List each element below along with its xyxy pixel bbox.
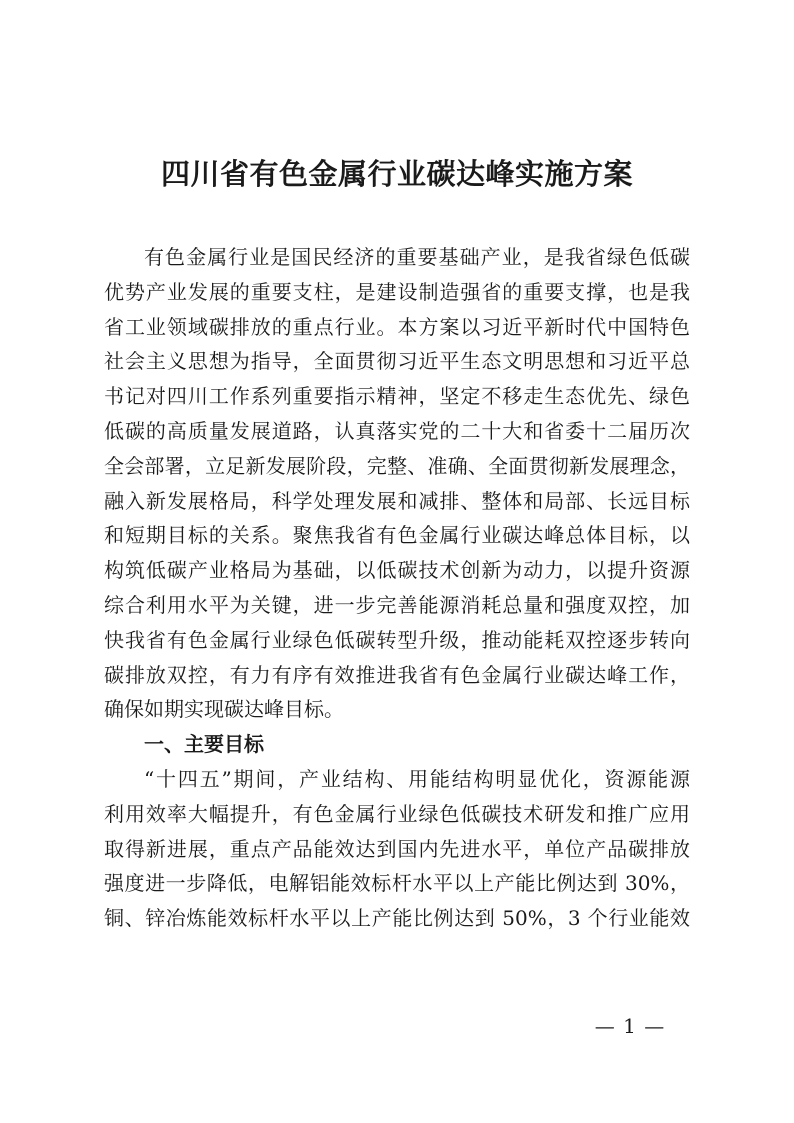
document-body: [104, 240, 690, 936]
paragraph-line: 社会主义思想为指导，全面贯彻习近平生态文明思想和习近平总: [104, 349, 690, 374]
document-title: 四川省有色金属行业碳达峰实施方案: [160, 157, 633, 191]
paragraph-line: 快我省有色金属行业绿色低碳转型升级，推动能耗双控逐步转向: [104, 627, 690, 652]
paragraph-line: 铜、锌冶炼能效标杆水平以上产能比例达到 50%，3 个行业能效: [104, 906, 690, 931]
paragraph-line: 书记对四川工作系列重要指示精神，坚定不移走生态优先、绿色: [104, 384, 690, 409]
paragraph-line: “十四五”期间，产业结构、用能结构明显优化，资源能源: [144, 766, 690, 791]
paragraph-line: 全会部署，立足新发展阶段，完整、准确、全面贯彻新发展理念，: [104, 453, 690, 478]
paragraph-line: 确保如期实现碳达峰目标。: [104, 697, 344, 722]
paragraph-line: 综合利用水平为关键，进一步完善能源消耗总量和强度双控，加: [104, 592, 690, 617]
paragraph-line: 利用效率大幅提升，有色金属行业绿色低碳技术研发和推广应用: [104, 801, 690, 826]
paragraph-line: 取得新进展，重点产品能效达到国内先进水平，单位产品碳排放: [104, 836, 690, 861]
page-number: — 1 —: [594, 1014, 666, 1038]
paragraph-line: 有色金属行业是国民经济的重要基础产业，是我省绿色低碳: [144, 245, 690, 269]
paragraph-line: 碳排放双控，有力有序有效推进我省有色金属行业碳达峰工作，: [104, 662, 690, 687]
paragraph-line: 低碳的高质量发展道路，认真落实党的二十大和省委十二届历次: [104, 418, 690, 443]
paragraph-line: 和短期目标的关系。聚焦我省有色金属行业碳达峰总体目标，以: [104, 523, 690, 548]
paragraph-line: 强度进一步降低，电解铝能效标杆水平以上产能比例达到 30%，: [104, 871, 690, 896]
paragraph-line: 构筑低碳产业格局为基础，以低碳技术创新为动力，以提升资源: [104, 558, 690, 583]
paragraph-line: 优势产业发展的重要支柱，是建设制造强省的重要支撑，也是我: [104, 279, 690, 304]
section-heading: 一、主要目标: [144, 732, 264, 757]
paragraph-line: 省工业领域碳排放的重点行业。本方案以习近平新时代中国特色: [104, 314, 690, 339]
paragraph-line: 融入新发展格局，科学处理发展和减排、整体和局部、长远目标: [104, 488, 690, 513]
